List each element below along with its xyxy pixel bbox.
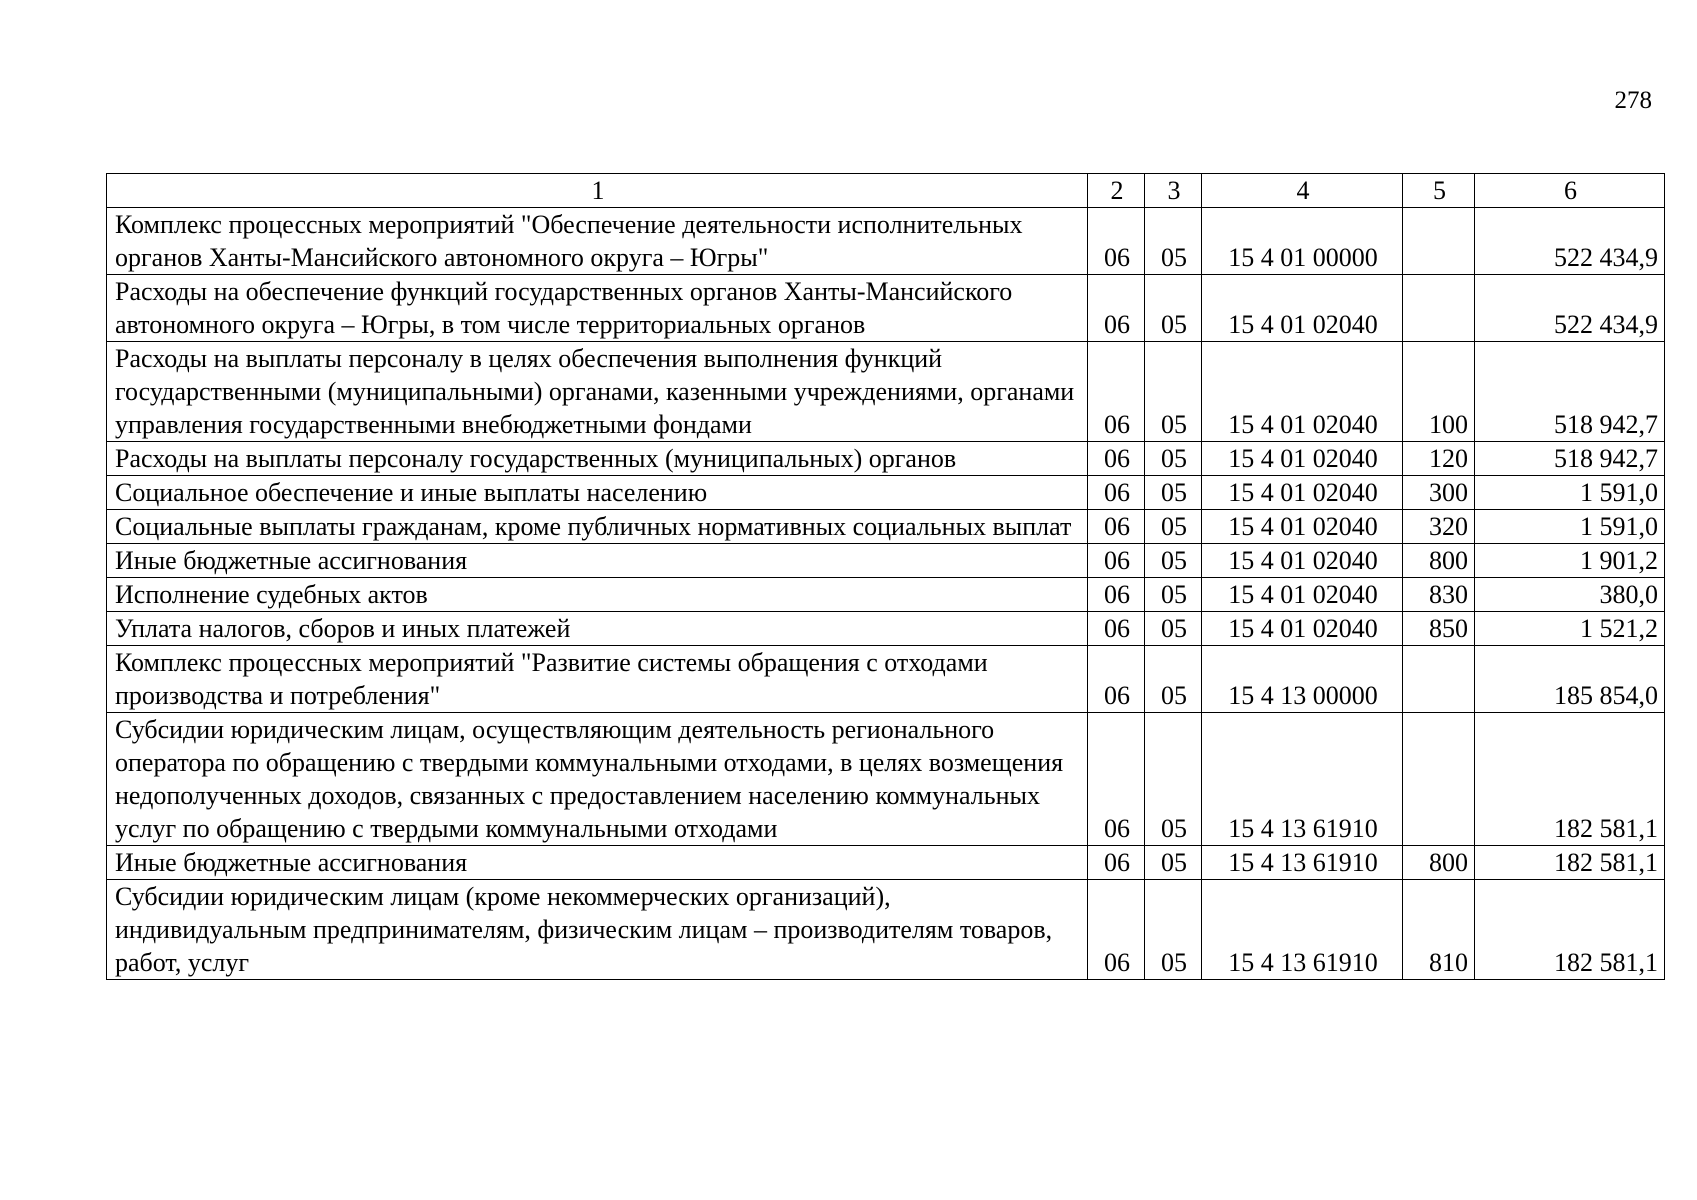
subsection-cell: 05 [1145, 510, 1202, 544]
section-cell: 06 [1088, 510, 1145, 544]
expense-type-cell [1403, 646, 1475, 713]
expense-type-cell [1403, 713, 1475, 846]
name-cell: Расходы на выплаты персоналу в целях обеспечения выполнения функций государственными (муниципальными) органами, казенными учреждениями, органами управления государственными внебюджетными фондами [107, 342, 1088, 442]
name-cell: Социальное обеспечение и иные выплаты населению [107, 476, 1088, 510]
name-cell: Комплекс процессных мероприятий "Обеспечение деятельности исполнительных органов Ханты-Мансийского автономного округа – Югры" [107, 208, 1088, 275]
subsection-cell: 05 [1145, 342, 1202, 442]
amount-cell: 380,0 [1475, 578, 1665, 612]
table-row [107, 342, 1665, 442]
subsection-cell: 05 [1145, 578, 1202, 612]
expense-type-cell: 810 [1403, 880, 1475, 980]
target-article-cell: 15 4 13 00000 [1202, 646, 1403, 713]
target-article-cell: 15 4 13 61910 [1202, 846, 1403, 880]
budget-table-body [107, 174, 1665, 980]
table-row [107, 612, 1665, 646]
header-cell: 3 [1145, 174, 1202, 208]
name-cell: Иные бюджетные ассигнования [107, 846, 1088, 880]
section-cell: 06 [1088, 578, 1145, 612]
section-cell: 06 [1088, 442, 1145, 476]
amount-cell: 182 581,1 [1475, 713, 1665, 846]
table-row [107, 544, 1665, 578]
budget-table [106, 173, 1665, 980]
amount-cell: 182 581,1 [1475, 880, 1665, 980]
header-cell: 5 [1403, 174, 1475, 208]
amount-cell: 1 521,2 [1475, 612, 1665, 646]
name-cell: Иные бюджетные ассигнования [107, 544, 1088, 578]
subsection-cell: 05 [1145, 544, 1202, 578]
table-row [107, 275, 1665, 342]
page-number: 278 [1614, 87, 1652, 114]
target-article-cell: 15 4 01 02040 [1202, 275, 1403, 342]
subsection-cell: 05 [1145, 846, 1202, 880]
name-cell: Расходы на обеспечение функций государственных органов Ханты-Мансийского автономного округа – Югры, в том числе территориальных органов [107, 275, 1088, 342]
expense-type-cell: 800 [1403, 544, 1475, 578]
amount-cell: 522 434,9 [1475, 275, 1665, 342]
section-cell: 06 [1088, 208, 1145, 275]
table-row [107, 442, 1665, 476]
header-cell: 6 [1475, 174, 1665, 208]
target-article-cell: 15 4 01 02040 [1202, 342, 1403, 442]
table-row [107, 208, 1665, 275]
expense-type-cell: 100 [1403, 342, 1475, 442]
subsection-cell: 05 [1145, 612, 1202, 646]
name-cell: Исполнение судебных актов [107, 578, 1088, 612]
header-cell: 1 [107, 174, 1088, 208]
section-cell: 06 [1088, 476, 1145, 510]
name-cell: Расходы на выплаты персоналу государственных (муниципальных) органов [107, 442, 1088, 476]
table-row [107, 880, 1665, 980]
amount-cell: 518 942,7 [1475, 442, 1665, 476]
section-cell: 06 [1088, 880, 1145, 980]
section-cell: 06 [1088, 275, 1145, 342]
section-cell: 06 [1088, 846, 1145, 880]
subsection-cell: 05 [1145, 713, 1202, 846]
table-row [107, 846, 1665, 880]
amount-cell: 182 581,1 [1475, 846, 1665, 880]
subsection-cell: 05 [1145, 476, 1202, 510]
name-cell: Субсидии юридическим лицам (кроме некоммерческих организаций), индивидуальным предпринимателям, физическим лицам – производителям товаров, работ, услуг [107, 880, 1088, 980]
subsection-cell: 05 [1145, 646, 1202, 713]
table-row [107, 578, 1665, 612]
section-cell: 06 [1088, 544, 1145, 578]
expense-type-cell: 830 [1403, 578, 1475, 612]
expense-type-cell: 800 [1403, 846, 1475, 880]
target-article-cell: 15 4 01 00000 [1202, 208, 1403, 275]
expense-type-cell: 300 [1403, 476, 1475, 510]
section-cell: 06 [1088, 612, 1145, 646]
target-article-cell: 15 4 01 02040 [1202, 442, 1403, 476]
expense-type-cell [1403, 208, 1475, 275]
target-article-cell: 15 4 01 02040 [1202, 510, 1403, 544]
target-article-cell: 15 4 01 02040 [1202, 476, 1403, 510]
section-cell: 06 [1088, 646, 1145, 713]
section-cell: 06 [1088, 713, 1145, 846]
expense-type-cell: 120 [1403, 442, 1475, 476]
name-cell: Комплекс процессных мероприятий "Развитие системы обращения с отходами производства и потребления" [107, 646, 1088, 713]
amount-cell: 185 854,0 [1475, 646, 1665, 713]
header-cell: 4 [1202, 174, 1403, 208]
expense-type-cell [1403, 275, 1475, 342]
amount-cell: 522 434,9 [1475, 208, 1665, 275]
subsection-cell: 05 [1145, 208, 1202, 275]
target-article-cell: 15 4 01 02040 [1202, 612, 1403, 646]
table-row [107, 646, 1665, 713]
target-article-cell: 15 4 01 02040 [1202, 544, 1403, 578]
header-row [107, 174, 1665, 208]
target-article-cell: 15 4 13 61910 [1202, 713, 1403, 846]
table-row [107, 713, 1665, 846]
amount-cell: 518 942,7 [1475, 342, 1665, 442]
name-cell: Уплата налогов, сборов и иных платежей [107, 612, 1088, 646]
name-cell: Субсидии юридическим лицам, осуществляющим деятельность регионального оператора по обращению с твердыми коммунальными отходами, в целях возмещения недополученных доходов, связанных с предоставлением населению коммунальных услуг по обращению с твердыми коммунальными отходами [107, 713, 1088, 846]
section-cell: 06 [1088, 342, 1145, 442]
table-row [107, 510, 1665, 544]
expense-type-cell: 850 [1403, 612, 1475, 646]
amount-cell: 1 901,2 [1475, 544, 1665, 578]
amount-cell: 1 591,0 [1475, 476, 1665, 510]
subsection-cell: 05 [1145, 880, 1202, 980]
subsection-cell: 05 [1145, 442, 1202, 476]
target-article-cell: 15 4 01 02040 [1202, 578, 1403, 612]
amount-cell: 1 591,0 [1475, 510, 1665, 544]
target-article-cell: 15 4 13 61910 [1202, 880, 1403, 980]
table-row [107, 476, 1665, 510]
subsection-cell: 05 [1145, 275, 1202, 342]
expense-type-cell: 320 [1403, 510, 1475, 544]
name-cell: Социальные выплаты гражданам, кроме публичных нормативных социальных выплат [107, 510, 1088, 544]
header-cell: 2 [1088, 174, 1145, 208]
